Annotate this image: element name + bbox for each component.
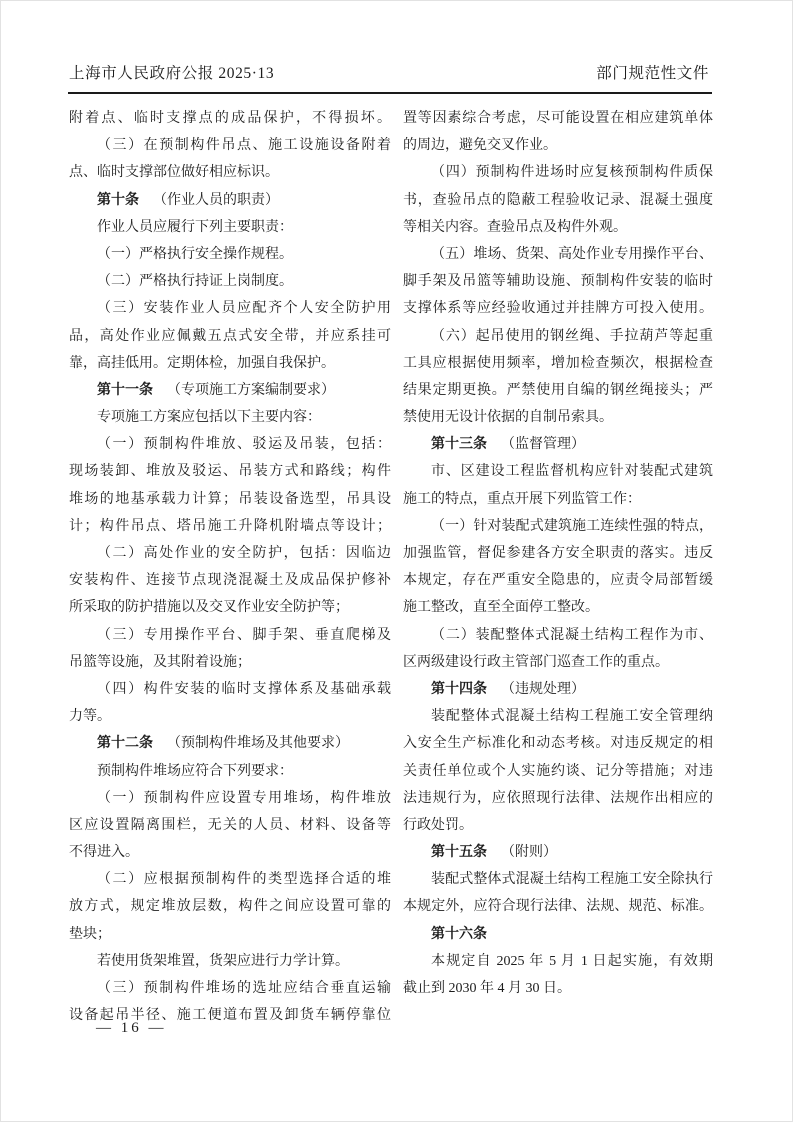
- text-segment: 附着点、临时支撑点的成品保护，不得损坏。: [69, 111, 391, 126]
- text-line: [403, 730, 713, 757]
- text-line: [69, 540, 391, 567]
- text-segment: （一）预制构件堆放、驳运及吊装，包括：: [97, 437, 391, 453]
- article-heading-line: [69, 187, 391, 214]
- text-line: [403, 622, 713, 649]
- text-line: [69, 295, 391, 322]
- text-segment: 装配整体式混凝土结构工程施工安全管理纳: [431, 709, 713, 725]
- article-heading-line: [403, 839, 713, 866]
- text-segment: （三）安装作业人员应配齐个人安全防护用: [97, 301, 391, 317]
- text-segment: 点、临时支撑部位做好相应标识。: [69, 165, 279, 181]
- text-segment: 区应设置隔离围栏，无关的人员、材料、设备等: [69, 817, 391, 833]
- text-segment: （四）构件安装的临时支撑体系及基础承载: [97, 681, 391, 697]
- text-line: [403, 268, 713, 295]
- text-line: [69, 975, 391, 1002]
- text-segment: 书，查验吊点的隐蔽工程验收记录、混凝土强度: [403, 192, 713, 208]
- text-line: [69, 785, 391, 812]
- text-segment: 本规定外，应符合现行法律、法规、规范、标准。: [403, 899, 713, 915]
- text-segment: 脚手架及吊篮等辅助设施、预制构件安装的临时: [403, 274, 713, 290]
- text-segment: （六）起吊使用的钢丝绳、手拉葫芦等起重: [431, 328, 713, 344]
- text-segment: 入安全生产标准化和动态考核。对违反规定的相: [403, 736, 713, 752]
- text-line: [403, 187, 713, 214]
- text-segment: 所采取的防护措施以及交叉作业安全防护等；: [69, 600, 349, 616]
- text-segment: （作业人员的职责）: [153, 192, 279, 208]
- text-line: [403, 649, 713, 676]
- text-line: [403, 486, 713, 513]
- text-line: [403, 975, 713, 1002]
- text-segment: （四）预制构件进场时应复核预制构件质保: [431, 165, 713, 181]
- text-line: [69, 404, 391, 431]
- text-line: [69, 758, 391, 785]
- text-line: [403, 458, 713, 485]
- article-number: 第十三条: [431, 437, 487, 453]
- text-segment: 放方式，规定堆放层数，构件之间应设置可靠的: [69, 899, 391, 915]
- text-line: [403, 241, 713, 268]
- text-line: [403, 948, 713, 975]
- text-segment: （监督管理）: [501, 437, 585, 453]
- text-segment: 本规定，存在严重安全隐患的，应责令局部暂缓: [403, 573, 713, 589]
- text-segment: 关责任单位或个人实施约谈、记分等措施；对违: [403, 763, 713, 779]
- text-segment: 安装构件、连接节点现浇混凝土及成品保护修补: [69, 573, 391, 589]
- text-line: [69, 594, 391, 621]
- text-line: [403, 703, 713, 730]
- text-segment: 垫块；: [69, 926, 111, 942]
- text-segment: 靠，高挂低用。定期体检，加强自我保护。: [69, 355, 335, 371]
- text-line: [403, 866, 713, 893]
- article-number: 第十六条: [431, 926, 487, 942]
- text-line: [69, 567, 391, 594]
- text-line: [69, 812, 391, 839]
- text-segment: 若使用货架堆置，货架应进行力学计算。: [97, 953, 349, 969]
- text-line: [403, 540, 713, 567]
- text-line: [403, 377, 713, 404]
- text-segment: （二）装配整体式混凝土结构工程作为市、: [431, 627, 713, 643]
- header-rule: [68, 92, 712, 94]
- text-line: [69, 893, 391, 920]
- text-line: [403, 132, 713, 159]
- text-segment: 施工整改，直至全面停工整改。: [403, 600, 599, 616]
- text-segment: （二）严格执行持证上岗制度。: [97, 274, 293, 290]
- text-line: [69, 839, 391, 866]
- text-segment: 本规定自 2025 年 5 月 1 日起实施，有效期: [431, 953, 713, 969]
- text-segment: （二）高处作业的安全防护，包括：因临边: [97, 546, 391, 561]
- text-segment: （一）针对装配式建筑施工连续性强的特点，: [431, 518, 713, 534]
- article-number: 第十条: [97, 192, 139, 208]
- text-segment: （一）严格执行安全操作规程。: [97, 246, 293, 262]
- text-segment: 法违规行为，应依照现行法律、法规作出相应的: [403, 790, 713, 806]
- text-segment: （违规处理）: [501, 681, 585, 697]
- text-line: [69, 241, 391, 268]
- text-segment: （附则）: [501, 845, 557, 861]
- text-segment: 等相关内容。查验吊点及构件外观。: [403, 219, 627, 235]
- text-segment: 现场装卸、堆放及驳运、吊装方式和路线；构件: [69, 464, 391, 480]
- text-segment: 加强监管，督促参建各方安全职责的落实。违反: [403, 546, 713, 561]
- text-segment: 作业人员应履行下列主要职责：: [97, 219, 293, 235]
- text-line: [403, 567, 713, 594]
- text-line: [69, 159, 391, 186]
- text-segment: 吊篮等设施，及其附着设施；: [69, 654, 251, 670]
- article-number: 第十二条: [97, 736, 153, 752]
- article-number: 第十四条: [431, 681, 487, 697]
- text-line: [69, 703, 391, 730]
- text-segment: 行政处罚。: [403, 817, 473, 833]
- text-line: [403, 758, 713, 785]
- text-segment: 置等因素综合考虑，尽可能设置在相应建筑单体: [403, 111, 713, 126]
- text-segment: 不得进入。: [69, 845, 139, 861]
- text-line: [69, 676, 391, 703]
- text-segment: （五）堆场、货架、高处作业专用操作平台、: [431, 246, 713, 262]
- article-heading-line: [69, 730, 391, 757]
- text-line: [69, 622, 391, 649]
- text-segment: （预制构件堆场及其他要求）: [167, 736, 349, 752]
- text-segment: 装配式整体式混凝土结构工程施工安全除执行: [431, 872, 713, 888]
- text-segment: 计；构件吊点、塔吊施工升降机附墙点等设计；: [69, 518, 391, 534]
- text-line: [69, 105, 391, 132]
- text-line: [69, 350, 391, 377]
- text-line: [69, 214, 391, 241]
- text-line: [403, 323, 713, 350]
- text-segment: 支撑体系等应经验收通过并挂牌方可投入使用。: [403, 301, 713, 317]
- page-number: — 16 —: [96, 1020, 167, 1036]
- text-line: [69, 513, 391, 540]
- text-segment: 施工的特点，重点开展下列监管工作：: [403, 491, 641, 507]
- text-segment: 结果定期更换。严禁使用自编的钢丝绳接头；严: [403, 382, 713, 398]
- text-line: [69, 948, 391, 975]
- text-segment: （二）应根据预制构件的类型选择合适的堆: [97, 872, 391, 888]
- text-segment: 工具应根据使用频率，增加检查频次，根据检查: [403, 355, 713, 371]
- text-line: [69, 268, 391, 295]
- text-line: [403, 105, 713, 132]
- text-line: [69, 458, 391, 485]
- gazette-title: 上海市人民政府公报 2025·13: [69, 65, 275, 82]
- text-line: [69, 323, 391, 350]
- text-segment: 专项施工方案应包括以下主要内容：: [97, 410, 321, 426]
- article-heading-line: [403, 921, 713, 948]
- article-number: 第十一条: [97, 382, 153, 398]
- text-segment: 的周边，避免交叉作业。: [403, 138, 557, 154]
- text-line: [403, 295, 713, 322]
- text-segment: 截止到 2030 年 4 月 30 日。: [403, 981, 571, 996]
- text-line: [69, 866, 391, 893]
- text-line: [403, 513, 713, 540]
- right-text-column: [403, 105, 713, 1002]
- left-text-column: [69, 105, 391, 1029]
- text-line: [69, 649, 391, 676]
- section-label: 部门规范性文件: [596, 65, 709, 82]
- text-segment: 区两级建设行政主管部门巡查工作的重点。: [403, 654, 669, 670]
- text-segment: 禁使用无设计依据的自制吊索具。: [403, 410, 613, 426]
- text-line: [403, 594, 713, 621]
- text-line: [403, 214, 713, 241]
- text-segment: （一）预制构件应设置专用堆场，构件堆放: [97, 790, 391, 806]
- article-heading-line: [69, 377, 391, 404]
- text-segment: 品，高处作业应佩戴五点式安全带，并应系挂可: [69, 328, 391, 344]
- text-segment: 市、区建设工程监督机构应针对装配式建筑: [431, 464, 713, 480]
- text-segment: 堆场的地基承载力计算；吊装设备选型，吊具设: [69, 491, 391, 507]
- text-line: [403, 350, 713, 377]
- text-segment: （三）专用操作平台、脚手架、垂直爬梯及: [97, 627, 391, 643]
- text-line: [69, 921, 391, 948]
- article-heading-line: [403, 431, 713, 458]
- text-line: [403, 159, 713, 186]
- article-heading-line: [403, 676, 713, 703]
- text-segment: （专项施工方案编制要求）: [167, 382, 335, 398]
- article-number: 第十五条: [431, 845, 487, 861]
- text-line: [403, 893, 713, 920]
- text-segment: 设备起吊半径、施工便道布置及卸货车辆停靠位: [69, 1008, 391, 1024]
- text-line: [403, 785, 713, 812]
- text-line: [403, 812, 713, 839]
- text-segment: （三）在预制构件吊点、施工设施设备附着: [97, 138, 391, 154]
- text-line: [403, 404, 713, 431]
- text-line: [69, 431, 391, 458]
- text-segment: 力等。: [69, 709, 111, 725]
- text-line: [69, 132, 391, 159]
- text-line: [69, 486, 391, 513]
- text-segment: 预制构件堆场应符合下列要求：: [97, 763, 293, 779]
- text-segment: （三）预制构件堆场的选址应结合垂直运输: [97, 981, 391, 996]
